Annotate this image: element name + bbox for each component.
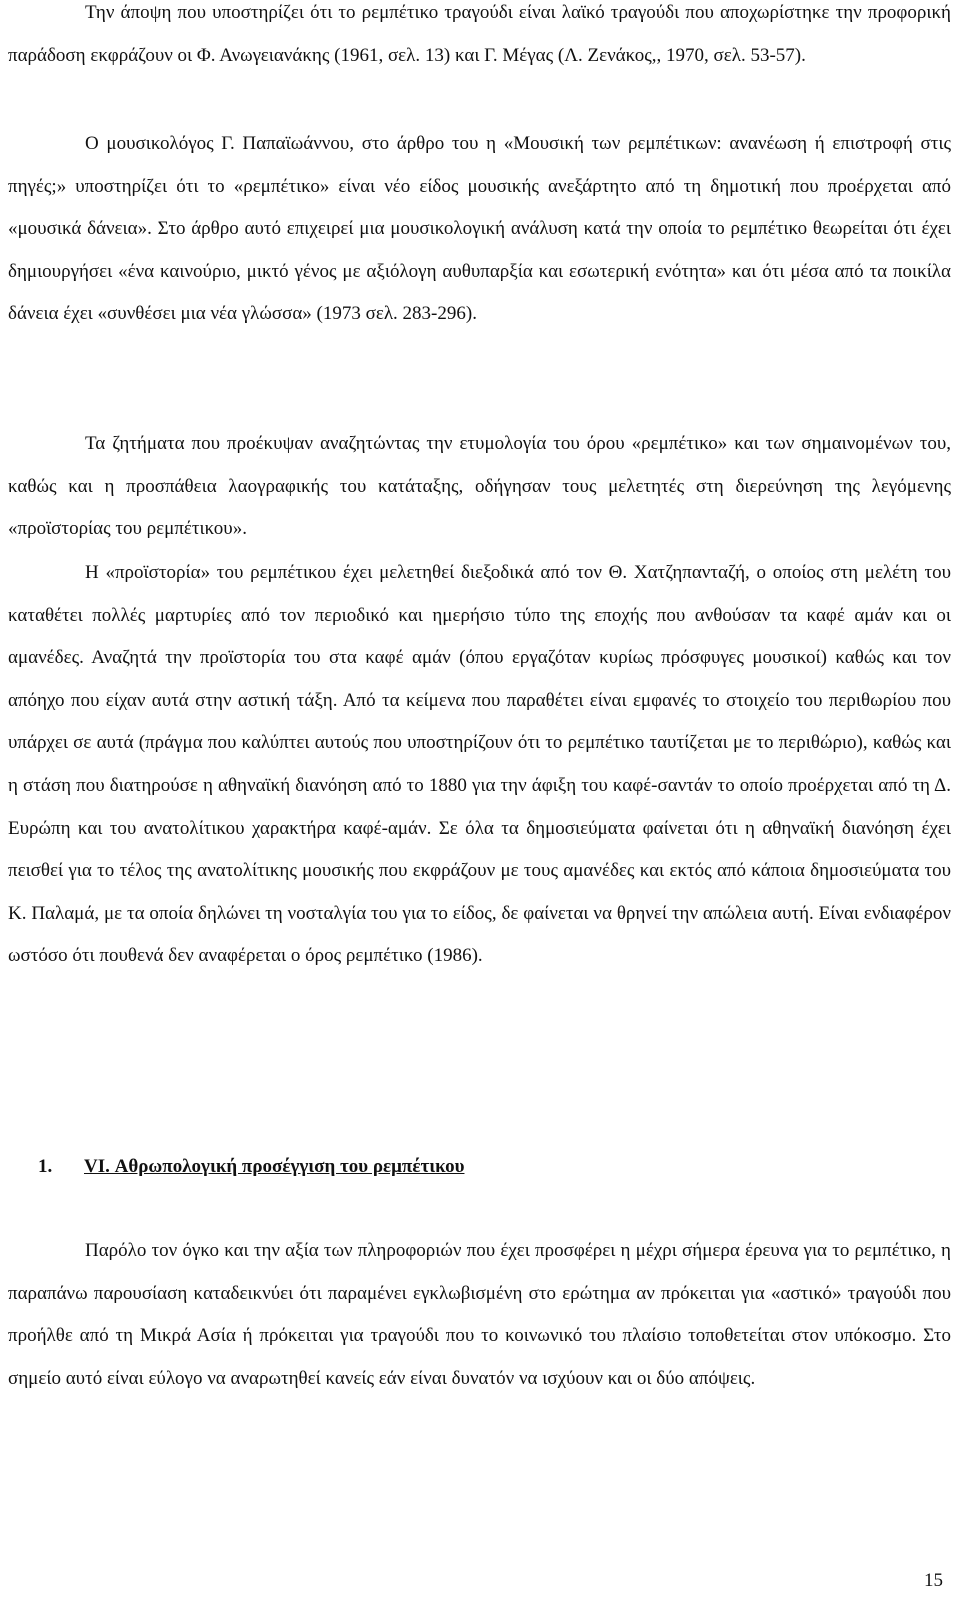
page-number: 15 bbox=[924, 1570, 943, 1591]
paragraph-anogeianakis: Την άποψη που υποστηρίζει ότι το ρεμπέτικο τραγούδι είναι λαϊκό τραγούδι που αποχωρίστηκε την προφορική παράδοση εκφράζουν οι Φ. Ανωγειανάκης (1961, σελ. 13) και Γ. Μέγας (Λ. Ζενάκος,, 1970, σελ. 53-57). bbox=[8, 2, 951, 66]
paragraph-etymology: Τα ζητήματα που προέκυψαν αναζητώντας την ετυμολογία του όρου «ρεμπέτικο» και των σημαινομένων του, καθώς και η προσπάθεια λαογραφικής του κατάταξης, οδήγησαν τους μελετητές στη διερεύνηση της λεγόμενης «προϊστορίας του ρεμπέτικου». bbox=[8, 433, 951, 540]
section-heading-number: 1. bbox=[38, 1156, 53, 1177]
paragraph-prehistory: Η «προϊστορία» του ρεμπέτικου έχει μελετηθεί διεξοδικά από τον Θ. Χατζηπανταζή, ο οποίος στη μελέτη του καταθέτει πολλές μαρτυρίες από τον περιοδικό και ημερήσιο τύπο της εποχής που ανθούσαν τα καφέ αμάν και οι αμανέδες. Αναζητά την προϊστορία του στα καφέ αμάν (όπου εργαζόταν κυρίως πρόσφυγες μουσικοί) καθώς και τον απόηχο που είχαν αυτά στην αστική τάξη. Από τα κείμενα που παραθέτει είναι εμφανές το στοιχείο του περιθωρίου που υπάρχει σε αυτά (πράγμα που καλύπτει αυτούς που υποστηρίζουν ότι το ρεμπέτικο ταυτίζεται με το περιθώριο), καθώς και η στάση που διατηρούσε η αθηναϊκή διανόηση από το 1880 για την άφιξη του καφέ-σαντάν το οποίο προέρχεται από τη Δ. Ευρώπη και του ανατολίτικου χαρακτήρα καφέ-αμάν. Σε όλα τα δημοσιεύματα φαίνεται ότι η αθηναϊκή διανόηση έχει πεισθεί για το τέλος της ανατολίτικης μουσικής που εκφράζουν με τους αμανέδες και εκτός από κάποια δημοσιεύματα του Κ. Παλαμά, με τα οποία δηλώνει τη νοσταλγία του για το είδος, δε φαίνεται να θρηνεί την απώλεια αυτή. Είναι ενδιαφέρον ωστόσο ότι πουθενά δεν αναφέρεται ο όρος ρεμπέτικο (1986). bbox=[8, 562, 951, 967]
paragraph-papaioannou: Ο μουσικολόγος Γ. Παπαϊωάννου, στο άρθρο του η «Μουσική των ρεμπέτικων: ανανέωση ή επιστροφή στις πηγές;» υποστηρίζει ότι το «ρεμπέτικο» είναι νέο είδος μουσικής ανεξάρτητο από τη δημοτική που προέρχεται από «μουσικά δάνεια». Στο άρθρο αυτό επιχειρεί μια μουσικολογική ανάλυση κατά την οποία το ρεμπέτικο θεωρείται ότι έχει δημιουργήσει «ένα καινούριο, μικτό γένος με αξιόλογη αυθυπαρξία και εσωτερική ενότητα» και ότι μέσα από τα ποικίλα δάνεια έχει «συνθέσει μια νέα γλώσσα» (1973 σελ. 283-296). bbox=[8, 133, 951, 325]
paragraph-anthropological: Παρόλο τον όγκο και την αξία των πληροφοριών που έχει προσφέρει η μέχρι σήμερα έρευνα για το ρεμπέτικο, η παραπάνω παρουσίαση καταδεικνύει ότι παραμένει εγκλωβισμένη στο ερώτημα αν πρόκειται για «αστικό» τραγούδι που προήλθε από τη Μικρά Ασία ή πρόκειται για τραγούδι που το κοινωνικό του πλαίσιο τοποθετείται στον υπόκοσμο. Στο σημείο αυτό είναι εύλογο να αναρωτηθεί κανείς εάν είναι δυνατόν να ισχύουν και οι δύο απόψεις. bbox=[8, 1240, 951, 1389]
section-heading-title: VI. Αθρωπολογική προσέγγιση του ρεμπέτικου bbox=[84, 1156, 465, 1177]
section-heading bbox=[38, 1146, 464, 1188]
document-page bbox=[8, 0, 951, 1604]
